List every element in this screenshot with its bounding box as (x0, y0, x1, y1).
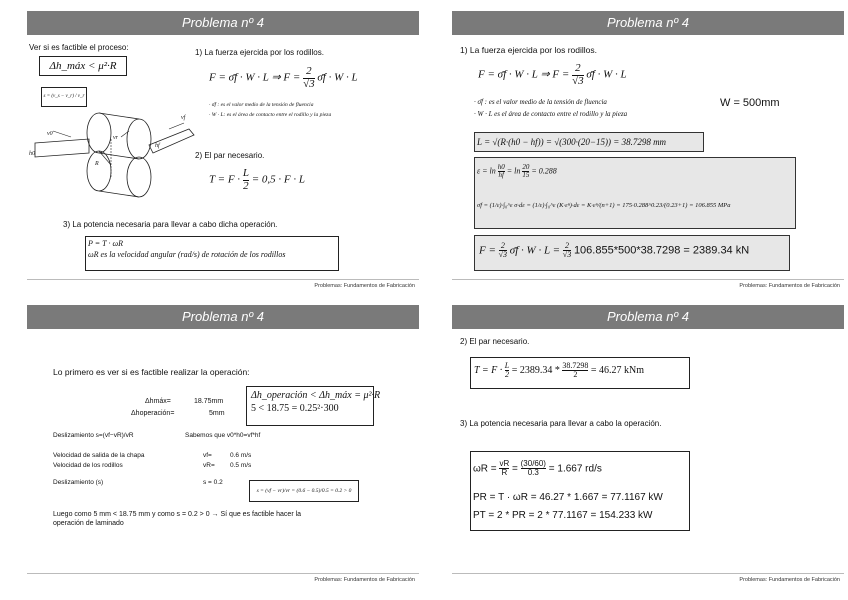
row2-val: 0.5 m/s (230, 462, 252, 469)
footer-text: Problemas: Fundamentos de Fabricación (314, 577, 415, 583)
item-1: 1) La fuerza ejercida por los rodillos. (460, 45, 598, 55)
slide-3 (27, 305, 419, 583)
footer-divider (27, 573, 419, 574)
label-v0: v0 (47, 131, 53, 137)
torque-box (470, 357, 690, 389)
footer-divider (452, 573, 844, 574)
final-force-formula: F = $\frac{2}{√3}$ σ̄f · W · L = $\frac{2}{√3}$ 106.855*500*38.7298 = 2389.34 kN (479, 241, 750, 260)
torque-formula: T = F · $\frac{L}{2}$ = 2389.34 * $\frac{38.7298}{2}$ = 46.27 kNm (474, 361, 644, 380)
slide-title: Problema nº 4 (27, 11, 419, 35)
slide-4 (452, 305, 844, 583)
footer-text: Problemas: Fundamentos de Fabricación (739, 577, 840, 583)
strain-stress-box (474, 157, 796, 229)
dh-max-value: 18.75mm (194, 398, 224, 405)
power-line-2: ωR es la velocidad angular (rad/s) de rotación de los rodillos (88, 250, 286, 259)
item-3: 3) La potencia necesaria para llevar a cabo la operación. (460, 419, 662, 428)
note-1: · σ̄f : es el valor medio de la tensión de fluencia (209, 102, 314, 108)
footer-divider (27, 279, 419, 280)
comparison-line-1: Δh_operación < Δh_máx = μ²·R (251, 390, 381, 401)
know-label: Sabemos que v0*h0=vf*hf (185, 432, 261, 439)
footer-divider (452, 279, 844, 280)
label-vf: vf (181, 115, 186, 121)
rolling-diagram (29, 109, 199, 204)
conclusion-line-2: operación de laminado (53, 520, 124, 527)
slip-box: s = (vf − vr)/vr = (0.6 − 0.5)/0.5 = 0.2 > 0 (249, 480, 359, 502)
row2-sym: vR= (203, 462, 215, 469)
conclusion-line-1: Luego como 5 mm < 18.75 mm y como s = 0.2 > 0 → Sí que es factible hacer la (53, 511, 302, 518)
row1-label: Velocidad de salida de la chapa (53, 452, 145, 459)
note-2: · W · L: es el área de contacto entre el rodillo y la pieza (209, 112, 332, 118)
dh-max-label: Δhmáx= (145, 398, 171, 405)
sigma-formula: σ̄f = (1/ε)·∫₀^ε σ·dε = (1/ε)·∫₀^ε (K·εⁿ)·dε = K·εⁿ/(n+1) = 175·0.288^0.23/(0.23+1) = 106.855 MPa (477, 202, 731, 209)
comparison-box (246, 386, 381, 426)
slide-2 (452, 11, 844, 289)
item-1: 1) La fuerza ejercida por los rodillos. (195, 48, 324, 57)
slide-title: Problema nº 4 (27, 305, 419, 329)
label-hf: hf (155, 143, 160, 149)
label-h0: h0 (29, 151, 35, 157)
final-force-box (474, 235, 790, 271)
row1-val: 0.6 m/s (230, 452, 252, 459)
row3-sym: s = 0.2 (203, 479, 223, 486)
dh-op-value: 5mm (209, 410, 225, 417)
force-formula: F = σ̄f · W · L ⇒ F = $\frac{2}{√3}$ σ̄f · W · L (209, 65, 358, 90)
epsilon-formula: ε = ln $\frac{h0}{hf}$ = ln $\frac{20}{15}$ = 0.288 (477, 163, 557, 180)
intro-text: Lo primero es ver si es factible realizar la operación: (53, 367, 250, 377)
comparison-line-2: 5 < 18.75 = 0.25²·300 (251, 403, 339, 414)
pt-line: PT = 2 * PR = 2 * 77.1167 = 154.233 kW (473, 510, 653, 521)
condition-box: Δh_máx < μ²·R (39, 56, 127, 76)
l-formula-box: L = √(R·(h0 − hf)) = √(300·(20−15)) = 38.7298 mm (474, 132, 704, 152)
torque-formula: T = F · $\frac{L}{2}$ = 0,5 · F · L (209, 167, 305, 192)
dh-op-label: Δhoperación= (131, 410, 175, 417)
slide-title: Problema nº 4 (452, 305, 844, 329)
item-2: 2) El par necesario. (195, 151, 265, 160)
power-box (470, 451, 690, 531)
omega-formula: ωR = $\frac{vR}{R}$ = $\frac{(30/60)}{0.3}$ = 1.667 rd/s (473, 459, 602, 478)
force-formula: F = σ̄f · W · L ⇒ F = $\frac{2}{√3}$ σ̄f · W · L (478, 62, 627, 87)
intro-text: Ver si es factible el proceso: (29, 43, 129, 52)
slide-title: Problema nº 4 (452, 11, 844, 35)
slip-label: Deslizamiento s=(vf−vR)/vR (53, 432, 134, 439)
row1-sym: vf= (203, 452, 212, 459)
slide-1 (27, 11, 419, 289)
item-3: 3) La potencia necesaria para llevar a cabo dicha operación. (63, 220, 278, 229)
item-2: 2) El par necesario. (460, 337, 530, 346)
label-R: R (95, 161, 99, 167)
power-line-1: P = T · ωR (88, 239, 123, 248)
note-2: · W · L es el área de contacto entre el rodillo y la pieza (474, 110, 628, 118)
note-1: · σ̄f : es el valor medio de la tensión de fluencia (474, 98, 607, 106)
footer-text: Problemas: Fundamentos de Fabricación (739, 283, 840, 289)
w-value: W = 500mm (720, 97, 780, 109)
slip-formula-box: s = (v_s − v_r) / v_r (41, 87, 87, 107)
footer-text: Problemas: Fundamentos de Fabricación (314, 283, 415, 289)
label-vr: vr (113, 135, 118, 141)
row2-label: Velocidad de los rodillos (53, 462, 123, 469)
pr-line: PR = T · ωR = 46.27 * 1.667 = 77.1167 kW (473, 492, 663, 503)
power-box (85, 236, 339, 271)
row3-label: Deslizamiento (s) (53, 479, 104, 486)
